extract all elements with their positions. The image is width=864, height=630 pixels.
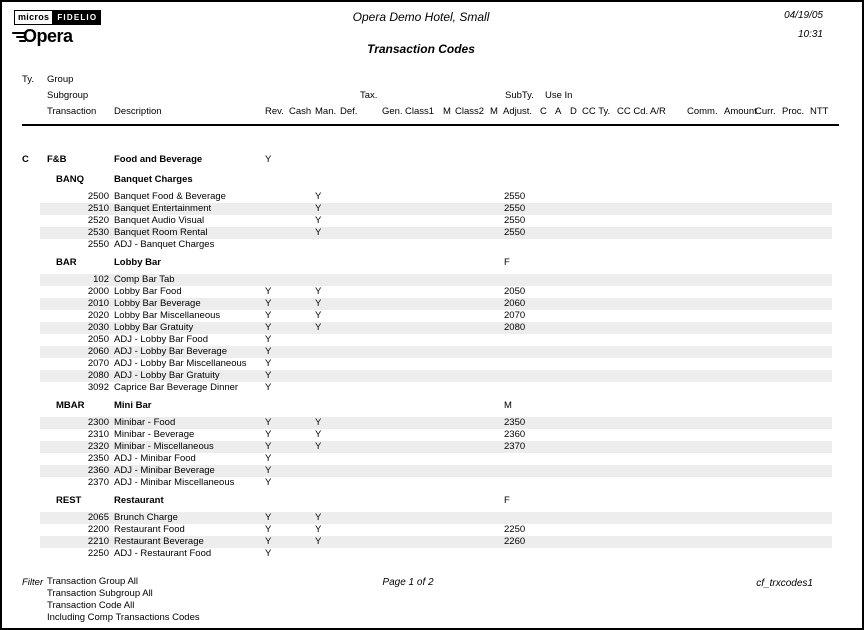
col-header-man: Man. [315, 106, 337, 117]
txn-row [2, 512, 862, 524]
col-header-cc-ty: CC Ty. [582, 106, 611, 117]
cell-adjust: 2550 [504, 227, 526, 238]
col-header-c: C [540, 106, 547, 117]
cell-transaction-number: 2030 [87, 322, 109, 333]
cell-description: ADJ - Minibar Miscellaneous [114, 477, 235, 488]
cell-adjust: 2080 [504, 322, 526, 333]
cell-description: Comp Bar Tab [114, 274, 175, 285]
cell-adjust: 2550 [504, 215, 526, 226]
cell-description: Banquet Charges [114, 174, 193, 185]
cell-transaction-number: 102 [93, 274, 109, 285]
txn-row [2, 370, 862, 382]
cell-rev: Y [265, 382, 272, 393]
txn-row [2, 191, 862, 203]
cell-rev: Y [265, 441, 272, 452]
col-header-description: Description [114, 106, 162, 117]
cell-man: Y [315, 429, 322, 440]
table-body [2, 154, 862, 560]
col-header-group: Group [47, 74, 74, 85]
cell-adjust: 2370 [504, 441, 526, 452]
txn-row [2, 429, 862, 441]
cell-transaction-number: 2000 [87, 286, 109, 297]
cell-description: Minibar - Beverage [114, 429, 195, 440]
txn-row [2, 334, 862, 346]
cell-rev: Y [265, 548, 272, 559]
report-id: cf_trxcodes1 [756, 578, 813, 589]
txn-row [2, 465, 862, 477]
cell-adjust: 2260 [504, 536, 526, 547]
cell-transaction-number: 2530 [87, 227, 109, 238]
cell-transaction-number: 2050 [87, 334, 109, 345]
cell-description: Lobby Bar Gratuity [114, 322, 194, 333]
cell-type: C [22, 154, 29, 165]
cell-adjust: 2250 [504, 524, 526, 535]
cell-description: Mini Bar [114, 400, 152, 411]
cell-man: Y [315, 298, 322, 309]
group-row [2, 154, 862, 166]
col-header-class1: Class1 [405, 106, 435, 117]
cell-subtype: M [504, 400, 512, 411]
cell-description: Lobby Bar Food [114, 286, 182, 297]
cell-description: Banquet Room Rental [114, 227, 208, 238]
cell-description: ADJ - Restaurant Food [114, 548, 212, 559]
cell-subgroup-code: BANQ [56, 174, 84, 185]
cell-man: Y [315, 512, 322, 523]
txn-row [2, 298, 862, 310]
cell-rev: Y [265, 346, 272, 357]
report-date: 04/19/05 [784, 10, 823, 21]
col-header-rev: Rev. [265, 106, 284, 117]
micros-logo-text: micros [14, 10, 53, 25]
cell-man: Y [315, 227, 322, 238]
opera-logo-text: Opera [23, 26, 73, 46]
cell-subgroup-code: BAR [56, 257, 77, 268]
cell-adjust: 2060 [504, 298, 526, 309]
cell-transaction-number: 2080 [87, 370, 109, 381]
txn-row [2, 346, 862, 358]
cell-description: Minibar - Miscellaneous [114, 441, 214, 452]
subgroup-row [2, 495, 862, 507]
col-header-gen: Gen. [382, 106, 403, 117]
col-header-tax: Tax. [360, 90, 378, 101]
cell-transaction-number: 2360 [87, 465, 109, 476]
cell-adjust: 2070 [504, 310, 526, 321]
cell-transaction-number: 2250 [87, 548, 109, 559]
subgroup-row [2, 400, 862, 412]
cell-transaction-number: 2510 [87, 203, 109, 214]
cell-adjust: 2550 [504, 191, 526, 202]
cell-description: Banquet Food & Beverage [114, 191, 226, 202]
col-header-use-in: Use In [545, 90, 573, 101]
cell-description: ADJ - Lobby Bar Beverage [114, 346, 228, 357]
cell-rev: Y [265, 310, 272, 321]
col-header-ntt: NTT [810, 106, 829, 117]
cell-man: Y [315, 441, 322, 452]
hotel-title: Opera Demo Hotel, Small [352, 10, 490, 24]
cell-description: ADJ - Lobby Bar Miscellaneous [114, 358, 247, 369]
txn-row [2, 477, 862, 489]
cell-man: Y [315, 215, 322, 226]
cell-description: Food and Beverage [114, 154, 203, 165]
col-header-subgroup: Subgroup [47, 90, 89, 101]
txn-row [2, 548, 862, 560]
cell-description: Restaurant [114, 495, 164, 506]
cell-adjust: 2550 [504, 203, 526, 214]
cell-transaction-number: 2070 [87, 358, 109, 369]
cell-subgroup-code: MBAR [56, 400, 85, 411]
txn-row [2, 382, 862, 394]
cell-description: Lobby Bar [114, 257, 161, 268]
col-header-d: D [570, 106, 577, 117]
cell-transaction-number: 3092 [87, 382, 109, 393]
cell-man: Y [315, 286, 322, 297]
cell-description: ADJ - Minibar Food [114, 453, 196, 464]
col-header-curr: Curr. [755, 106, 776, 117]
col-header-cc-cd: CC Cd. [617, 106, 649, 117]
col-header-a: A [555, 106, 562, 117]
filter-line: Transaction Group All [47, 576, 138, 587]
cell-transaction-number: 2065 [87, 512, 109, 523]
cell-rev: Y [265, 334, 272, 345]
cell-man: Y [315, 322, 322, 333]
cell-transaction-number: 2060 [87, 346, 109, 357]
col-header-amount: Amount [724, 106, 757, 117]
col-header-class2: Class2 [455, 106, 485, 117]
txn-row [2, 203, 862, 215]
txn-row [2, 274, 862, 286]
cell-rev: Y [265, 370, 272, 381]
cell-group-code: F&B [47, 154, 67, 165]
filter-line: Transaction Subgroup All [47, 588, 153, 599]
col-header-subty: SubTy. [505, 90, 534, 101]
cell-description: Banquet Entertainment [114, 203, 212, 214]
cell-subgroup-code: REST [56, 495, 82, 506]
cell-rev: Y [265, 417, 272, 428]
cell-rev: Y [265, 286, 272, 297]
cell-man: Y [315, 524, 322, 535]
cell-rev: Y [265, 322, 272, 333]
cell-description: ADJ - Banquet Charges [114, 239, 215, 250]
cell-transaction-number: 2310 [87, 429, 109, 440]
subgroup-row [2, 174, 862, 186]
cell-description: ADJ - Lobby Bar Gratuity [114, 370, 220, 381]
cell-transaction-number: 2550 [87, 239, 109, 250]
cell-adjust: 2360 [504, 429, 526, 440]
txn-row [2, 441, 862, 453]
report-title: Transaction Codes [367, 42, 475, 56]
cell-description: Brunch Charge [114, 512, 178, 523]
cell-man: Y [315, 310, 322, 321]
cell-adjust: 2350 [504, 417, 526, 428]
cell-rev: Y [265, 512, 272, 523]
col-header-ty: Ty. [22, 74, 34, 85]
col-header-m1: M [443, 106, 451, 117]
txn-row [2, 358, 862, 370]
cell-adjust: 2050 [504, 286, 526, 297]
txn-row [2, 227, 862, 239]
cell-rev: Y [265, 477, 272, 488]
cell-man: Y [315, 203, 322, 214]
cell-man: Y [315, 191, 322, 202]
cell-transaction-number: 2370 [87, 477, 109, 488]
txn-row [2, 524, 862, 536]
cell-transaction-number: 2500 [87, 191, 109, 202]
col-header-comm: Comm. [687, 106, 718, 117]
cell-description: Lobby Bar Miscellaneous [114, 310, 221, 321]
cell-description: ADJ - Minibar Beverage [114, 465, 215, 476]
txn-row [2, 536, 862, 548]
cell-description: Restaurant Food [114, 524, 185, 535]
col-header-transaction: Transaction [47, 106, 97, 117]
filter-label: Filter [22, 577, 44, 588]
cell-description: ADJ - Lobby Bar Food [114, 334, 208, 345]
cell-rev: Y [265, 358, 272, 369]
col-header-ar: A/R [650, 106, 666, 117]
header-rule [22, 124, 839, 126]
cell-description: Lobby Bar Beverage [114, 298, 201, 309]
cell-rev: Y [265, 524, 272, 535]
cell-transaction-number: 2200 [87, 524, 109, 535]
cell-rev: Y [265, 536, 272, 547]
cell-description: Minibar - Food [114, 417, 176, 428]
col-header-adjust: Adjust. [503, 106, 533, 117]
cell-man: Y [315, 536, 322, 547]
txn-row [2, 417, 862, 429]
cell-rev: Y [265, 154, 272, 165]
col-header-m2: M [490, 106, 498, 117]
col-header-def: Def. [340, 106, 358, 117]
cell-subtype: F [504, 257, 510, 268]
txn-row [2, 453, 862, 465]
fidelio-logo-text: FIDELIO [53, 10, 101, 25]
txn-row [2, 239, 862, 251]
cell-rev: Y [265, 465, 272, 476]
cell-transaction-number: 2300 [87, 417, 109, 428]
cell-transaction-number: 2210 [87, 536, 109, 547]
filter-line: Including Comp Transactions Codes [47, 612, 200, 623]
page-number: Page 1 of 2 [382, 577, 434, 588]
cell-rev: Y [265, 429, 272, 440]
cell-transaction-number: 2320 [87, 441, 109, 452]
cell-description: Banquet Audio Visual [114, 215, 205, 226]
cell-description: Restaurant Beverage [114, 536, 204, 547]
col-header-proc: Proc. [782, 106, 805, 117]
cell-transaction-number: 2020 [87, 310, 109, 321]
cell-subtype: F [504, 495, 510, 506]
report-time: 10:31 [797, 29, 823, 40]
cell-transaction-number: 2350 [87, 453, 109, 464]
txn-row [2, 286, 862, 298]
col-header-cash: Cash [289, 106, 312, 117]
cell-description: Caprice Bar Beverage Dinner [114, 382, 239, 393]
cell-transaction-number: 2520 [87, 215, 109, 226]
txn-row [2, 215, 862, 227]
filter-line: Transaction Code All [47, 600, 135, 611]
cell-man: Y [315, 417, 322, 428]
txn-row [2, 322, 862, 334]
txn-row [2, 310, 862, 322]
subgroup-row [2, 257, 862, 269]
cell-transaction-number: 2010 [87, 298, 109, 309]
cell-rev: Y [265, 453, 272, 464]
cell-rev: Y [265, 298, 272, 309]
